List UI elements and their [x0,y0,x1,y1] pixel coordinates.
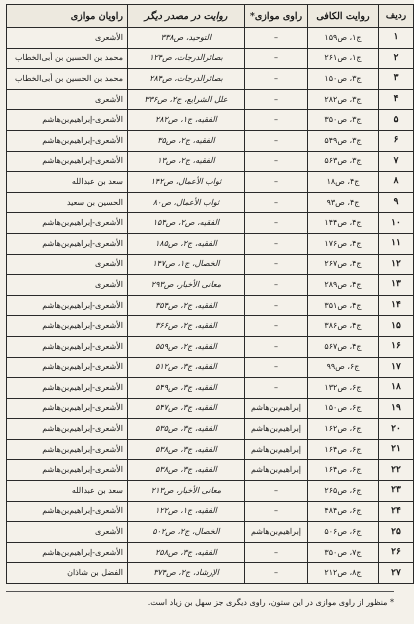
parallel-narrator-cell: – [245,275,308,296]
kafi-cell: ج۶، ص۱۶۴ [308,460,379,481]
table-header-row [7,5,414,28]
parallel-narrator-cell: – [245,501,308,522]
other-source-cell: ثواب الأعمال، ص۱۴۲ [128,172,245,193]
parallel-narrator-cell: – [245,151,308,172]
table-row [7,172,414,193]
row-number-cell: ۱۶ [379,336,414,357]
row-number-cell: ۱۲ [379,254,414,275]
parallel-narrator-cell: – [245,213,308,234]
other-source-cell: ثواب الأعمال، ص۸۰ [128,192,245,213]
other-source-cell: الفقیه، ج۲، ص۳۶۶ [128,316,245,337]
parallel-narrator-cell: – [245,233,308,254]
kafi-cell: ج۴، ص۹۳ [308,192,379,213]
kafi-cell: ج۳، ص۵۶۳ [308,151,379,172]
header-parallel-narrator: راوی موازی* [245,5,308,28]
table-row [7,254,414,275]
parallel-narrator-cell: إبراهیم‌بن‌هاشم [245,439,308,460]
kafi-cell: ج۶، ص۱۵۰ [308,398,379,419]
table-row [7,398,414,419]
kafi-cell: ج۱، ص۱۵۹ [308,28,379,49]
parallel-narrators-cell: الحسین بن سعید [7,192,128,213]
parallel-narrator-cell: – [245,110,308,131]
other-source-cell: الفقیه، ج۳، ص۵۳۸ [128,460,245,481]
header-other-source: روایت در مصدر دیگر [128,5,245,28]
other-source-cell: الفقیه، ج۲، ص۳۵ [128,130,245,151]
parallel-narrator-cell: – [245,130,308,151]
table-row [7,501,414,522]
row-number-cell: ۱۸ [379,378,414,399]
parallel-narrators-cell: الأشعری-إبراهیم‌بن‌هاشم [7,295,128,316]
kafi-cell: ج۳، ص۵۴۹ [308,130,379,151]
kafi-cell: ج۶، ص۲۶۵ [308,481,379,502]
narrators-table [6,4,414,584]
other-source-cell: الفقیه، ج۱، ص۲۸۲ [128,110,245,131]
kafi-cell: ج۴، ص۱۴۴ [308,213,379,234]
table-row [7,419,414,440]
table-body [7,28,414,584]
footnote-divider [6,591,394,592]
other-source-cell: الخصال، ج۱، ص۱۴۷ [128,254,245,275]
parallel-narrator-cell: – [245,563,308,584]
row-number-cell: ۸ [379,172,414,193]
parallel-narrators-cell: الأشعری-إبراهیم‌بن‌هاشم [7,151,128,172]
other-source-cell: بصائرالدرجات، ص۲۸۴ [128,69,245,90]
table-row [7,130,414,151]
parallel-narrators-cell: سعد بن عبدالله [7,481,128,502]
kafi-cell: ج۳، ص۱۵۰ [308,69,379,90]
other-source-cell: الفقیه، ج۳، ص۵۱۲ [128,357,245,378]
parallel-narrators-cell: الفضل بن شاذان [7,563,128,584]
other-source-cell: الفقیه، ج۱، ص۱۲۲ [128,501,245,522]
row-number-cell: ۲۵ [379,522,414,543]
parallel-narrator-cell: – [245,295,308,316]
parallel-narrators-cell: الأشعری [7,522,128,543]
parallel-narrators-cell: الأشعری-إبراهیم‌بن‌هاشم [7,357,128,378]
kafi-cell: ج۶، ص۹۹ [308,357,379,378]
row-number-cell: ۶ [379,130,414,151]
kafi-cell: ج۴، ص۳۸۶ [308,316,379,337]
table-row [7,28,414,49]
row-number-cell: ۱۴ [379,295,414,316]
table-row [7,542,414,563]
table-row [7,522,414,543]
parallel-narrators-cell: الأشعری-إبراهیم‌بن‌هاشم [7,316,128,337]
kafi-cell: ج۶، ص۵۰۶ [308,522,379,543]
kafi-cell: ج۳، ص۳۵۰ [308,110,379,131]
table-row [7,233,414,254]
parallel-narrators-cell: سعد بن عبدالله [7,172,128,193]
row-number-cell: ۷ [379,151,414,172]
kafi-cell: ج۶، ص۱۶۲ [308,419,379,440]
parallel-narrator-cell: – [245,357,308,378]
other-source-cell: الفقیه، ج۲، ص۱۸۵ [128,233,245,254]
parallel-narrator-cell: – [245,378,308,399]
other-source-cell: الفقیه، ج۳، ص۵۳۸ [128,439,245,460]
row-number-cell: ۱۳ [379,275,414,296]
kafi-cell: ج۴، ص۲۸۹ [308,275,379,296]
table-row [7,295,414,316]
other-source-cell: معانی الأخبار، ص۲۹۳ [128,275,245,296]
table-row [7,378,414,399]
row-number-cell: ۱۷ [379,357,414,378]
parallel-narrators-cell: الأشعری [7,28,128,49]
row-number-cell: ۹ [379,192,414,213]
table-row [7,563,414,584]
table-row [7,481,414,502]
other-source-cell: الفقیه، ج۳، ص۵۴۹ [128,378,245,399]
row-number-cell: ۵ [379,110,414,131]
kafi-cell: ج۶، ص۱۳۲ [308,378,379,399]
other-source-cell: الإرشاد، ج۲، ص۳۷۴ [128,563,245,584]
parallel-narrator-cell: – [245,28,308,49]
other-source-cell: الفقیه، ج۲، ص۳۵۴ [128,295,245,316]
table-row [7,48,414,69]
kafi-cell: ج۴، ص۱۸ [308,172,379,193]
row-number-cell: ۲۴ [379,501,414,522]
parallel-narrators-cell: الأشعری-إبراهیم‌بن‌هاشم [7,130,128,151]
row-number-cell: ۲ [379,48,414,69]
kafi-cell: ج۶، ص۱۶۴ [308,439,379,460]
row-number-cell: ۲۷ [379,563,414,584]
kafi-cell: ج۸، ص۲۱۲ [308,563,379,584]
kafi-cell: ج۶، ص۴۸۴ [308,501,379,522]
row-number-cell: ۱ [379,28,414,49]
parallel-narrator-cell: إبراهیم‌بن‌هاشم [245,522,308,543]
parallel-narrator-cell: – [245,336,308,357]
table-row [7,69,414,90]
row-number-cell: ۱۱ [379,233,414,254]
other-source-cell: الخصال، ج۲، ص۵۰۲ [128,522,245,543]
parallel-narrator-cell: – [245,254,308,275]
other-source-cell: الفقیه، ج۳، ص۵۳۵ [128,419,245,440]
parallel-narrators-cell: الأشعری-إبراهیم‌بن‌هاشم [7,233,128,254]
parallel-narrator-cell: – [245,89,308,110]
parallel-narrator-cell: – [245,48,308,69]
parallel-narrators-cell: الأشعری [7,89,128,110]
kafi-cell: ج۴، ص۲۶۷ [308,254,379,275]
row-number-cell: ۳ [379,69,414,90]
parallel-narrator-cell: – [245,542,308,563]
parallel-narrator-cell: – [245,192,308,213]
parallel-narrator-cell: – [245,481,308,502]
other-source-cell: الفقیه، ج۲، ص۱۳ [128,151,245,172]
other-source-cell: معانی الأخبار، ص۲۱۳ [128,481,245,502]
table-row [7,213,414,234]
parallel-narrators-cell: الأشعری [7,254,128,275]
other-source-cell: الفقیه، ج۲، ص۵۵۹ [128,336,245,357]
footnote: * منظور از راوی موازی در این ستون، راوی دیگری جز سهل بن زیاد است. [147,598,394,607]
row-number-cell: ۲۶ [379,542,414,563]
table-row [7,439,414,460]
parallel-narrators-cell: الأشعری-إبراهیم‌بن‌هاشم [7,439,128,460]
table-row [7,316,414,337]
other-source-cell: الفقیه، ص۲، ص۱۵۴ [128,213,245,234]
row-number-cell: ۱۵ [379,316,414,337]
table-row [7,110,414,131]
other-source-cell: الفقیه، ج۳، ص۲۵۸ [128,542,245,563]
parallel-narrators-cell: الأشعری-إبراهیم‌بن‌هاشم [7,213,128,234]
table-row [7,460,414,481]
kafi-cell: ج۳، ص۲۸۲ [308,89,379,110]
parallel-narrators-cell: الأشعری-إبراهیم‌بن‌هاشم [7,460,128,481]
other-source-cell: بصائرالدرجات، ص۱۲۴ [128,48,245,69]
other-source-cell: الفقیه، ج۳، ص۵۴۷ [128,398,245,419]
parallel-narrators-cell: الأشعری-إبراهیم‌بن‌هاشم [7,398,128,419]
parallel-narrators-cell: الأشعری-إبراهیم‌بن‌هاشم [7,542,128,563]
row-number-cell: ۲۱ [379,439,414,460]
parallel-narrators-cell: محمد بن الحسین بن أبی‌الخطاب [7,48,128,69]
kafi-cell: ج۴، ص۵۶۷ [308,336,379,357]
parallel-narrators-cell: محمد بن الحسین بن أبی‌الخطاب [7,69,128,90]
parallel-narrator-cell: إبراهیم‌بن‌هاشم [245,398,308,419]
table-row [7,151,414,172]
row-number-cell: ۲۰ [379,419,414,440]
row-number-cell: ۴ [379,89,414,110]
row-number-cell: ۲۳ [379,481,414,502]
header-kafi-narration: روایت الکافی [308,5,379,28]
parallel-narrators-cell: الأشعری-إبراهیم‌بن‌هاشم [7,336,128,357]
row-number-cell: ۱۰ [379,213,414,234]
kafi-cell: ج۱، ص۲۶۱ [308,48,379,69]
table-row [7,336,414,357]
parallel-narrator-cell: إبراهیم‌بن‌هاشم [245,419,308,440]
kafi-cell: ج۷، ص۳۵۰ [308,542,379,563]
parallel-narrator-cell: – [245,172,308,193]
row-number-cell: ۱۹ [379,398,414,419]
kafi-cell: ج۴، ص۳۵۱ [308,295,379,316]
other-source-cell: علل الشرایع، ج۲، ص۳۳۶ [128,89,245,110]
parallel-narrators-cell: الأشعری [7,275,128,296]
parallel-narrators-cell: الأشعری-إبراهیم‌بن‌هاشم [7,378,128,399]
table-row [7,192,414,213]
parallel-narrator-cell: – [245,316,308,337]
parallel-narrators-cell: الأشعری-إبراهیم‌بن‌هاشم [7,501,128,522]
header-row-number: ردیف [379,5,414,28]
other-source-cell: التوحید، ص۳۳۸ [128,28,245,49]
row-number-cell: ۲۲ [379,460,414,481]
table-row [7,89,414,110]
parallel-narrator-cell: – [245,69,308,90]
table-row [7,357,414,378]
kafi-cell: ج۴، ص۱۷۶ [308,233,379,254]
parallel-narrators-cell: الأشعری-إبراهیم‌بن‌هاشم [7,110,128,131]
parallel-narrators-cell: الأشعری-إبراهیم‌بن‌هاشم [7,419,128,440]
table-row [7,275,414,296]
parallel-narrator-cell: إبراهیم‌بن‌هاشم [245,460,308,481]
header-parallel-narrators: راویان موازی [7,5,128,28]
